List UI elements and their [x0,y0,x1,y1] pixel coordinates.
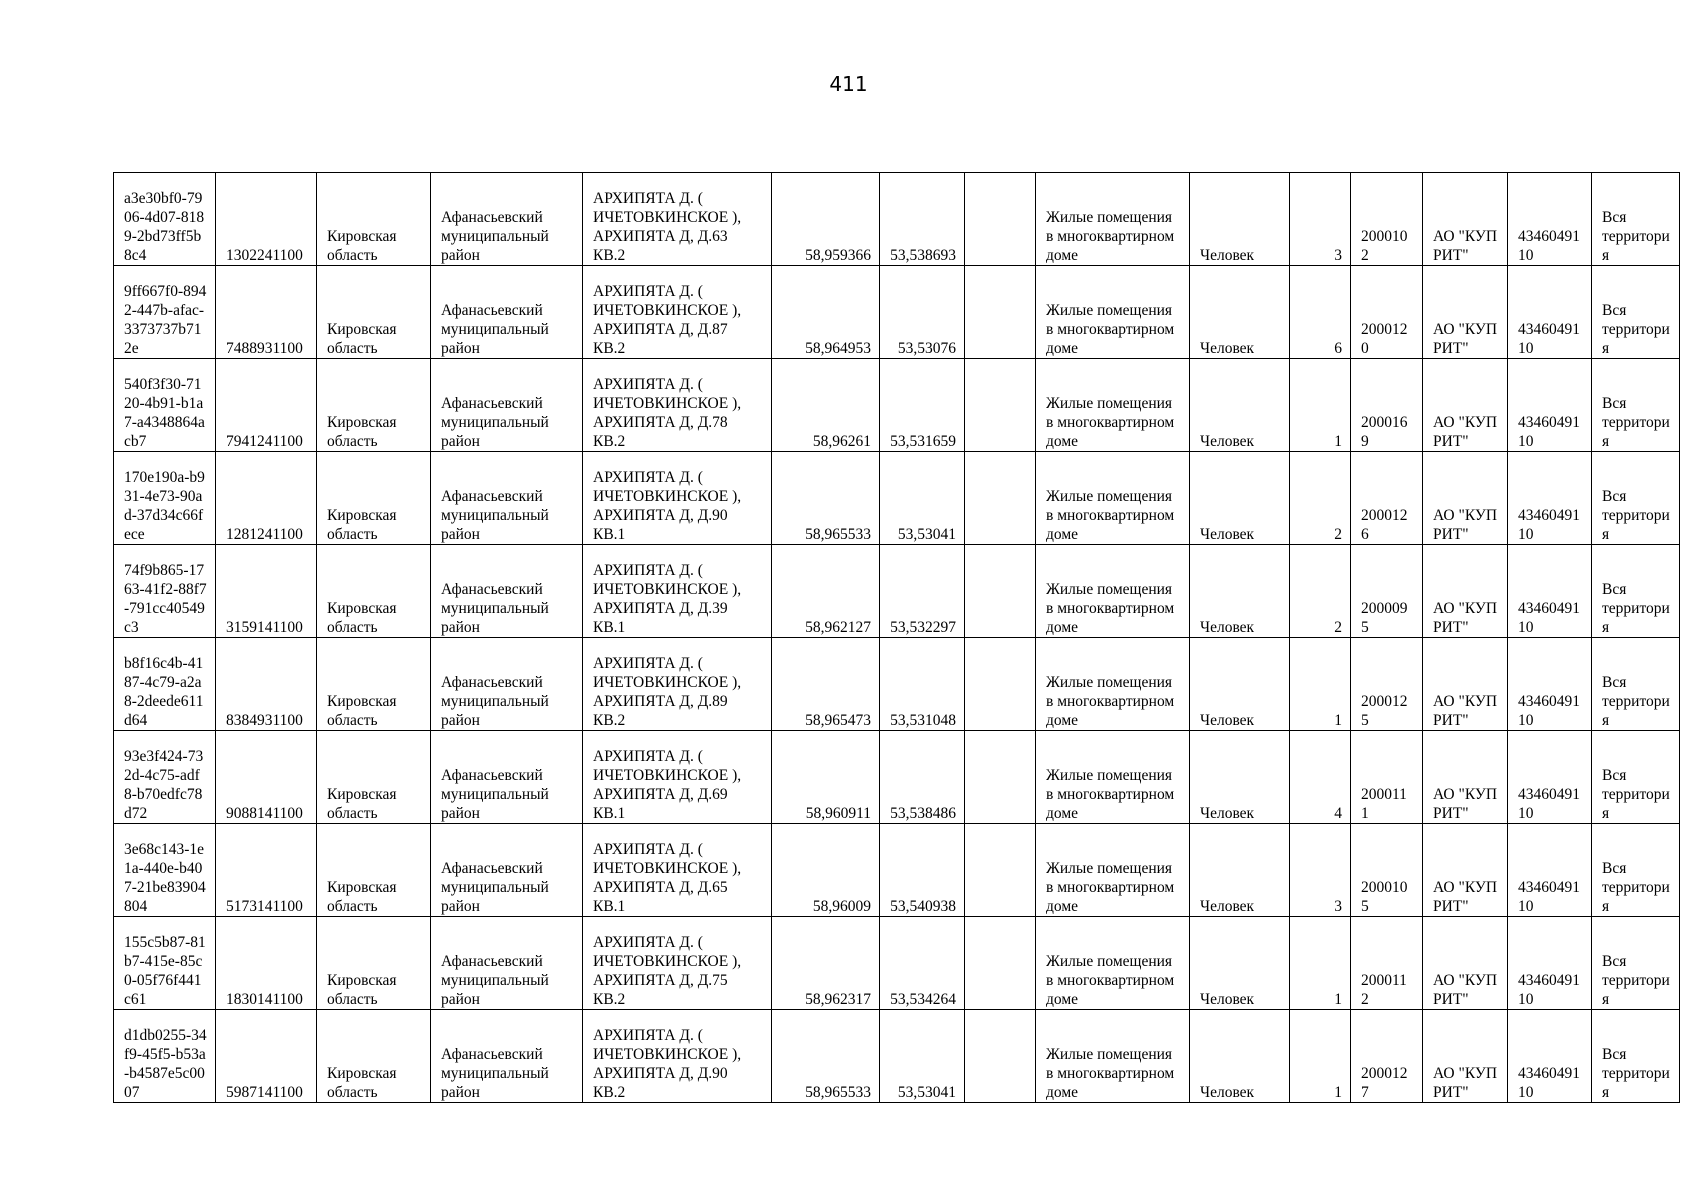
cell-inn: 4346049110 [1508,1010,1592,1103]
cell-organization: АО "КУПРИТ" [1423,545,1508,638]
cell-region: Кировская область [317,824,431,917]
cell-region: Кировская область [317,545,431,638]
cell-empty [965,359,1036,452]
cell-scope: Вся территория [1592,545,1680,638]
cell-premises-type: Жилые помещения в многоквартирном доме [1036,638,1190,731]
cell-district: Афанасьевский муниципальный район [431,359,583,452]
cell-empty [965,731,1036,824]
cell-organization: АО "КУПРИТ" [1423,917,1508,1010]
cell-id: 3e68c143-1e1a-440e-b407-21be83904804 [114,824,216,917]
cell-longitude: 53,538486 [880,731,965,824]
cell-scope: Вся территория [1592,266,1680,359]
cell-longitude: 53,53041 [880,452,965,545]
cell-count: 1 [1290,1010,1351,1103]
cell-region: Кировская область [317,1010,431,1103]
cell-count: 4 [1290,731,1351,824]
cell-premises-type: Жилые помещения в многоквартирном доме [1036,731,1190,824]
cell-region: Кировская область [317,173,431,266]
cell-premises-type: Жилые помещения в многоквартирном доме [1036,173,1190,266]
cell-organization: АО "КУПРИТ" [1423,731,1508,824]
cell-address: АРХИПЯТА Д. ( ИЧЕТОВКИНСКОЕ ), АРХИПЯТА Д, Д.39 КВ.1 [583,545,772,638]
cell-longitude: 53,540938 [880,824,965,917]
cell-latitude: 58,959366 [772,173,880,266]
cell-longitude: 53,534264 [880,917,965,1010]
cell-unit: Человек [1190,266,1290,359]
cell-longitude: 53,532297 [880,545,965,638]
cell-latitude: 58,965533 [772,1010,880,1103]
cell-count: 1 [1290,917,1351,1010]
cell-scope: Вся территория [1592,638,1680,731]
cell-scope: Вся территория [1592,359,1680,452]
cell-longitude: 53,53041 [880,1010,965,1103]
cell-unit: Человек [1190,917,1290,1010]
table-row [114,359,1680,452]
cell-unit: Человек [1190,731,1290,824]
cell-district: Афанасьевский муниципальный район [431,824,583,917]
cell-inn: 4346049110 [1508,266,1592,359]
cell-premises-type: Жилые помещения в многоквартирном доме [1036,1010,1190,1103]
cell-reference: 2000125 [1351,638,1423,731]
cell-address: АРХИПЯТА Д. ( ИЧЕТОВКИНСКОЕ ), АРХИПЯТА Д, Д.63 КВ.2 [583,173,772,266]
cell-scope: Вся территория [1592,452,1680,545]
cell-code: 1302241100 [216,173,317,266]
cell-address: АРХИПЯТА Д. ( ИЧЕТОВКИНСКОЕ ), АРХИПЯТА Д, Д.69 КВ.1 [583,731,772,824]
cell-latitude: 58,965533 [772,452,880,545]
table-row [114,1010,1680,1103]
cell-unit: Человек [1190,452,1290,545]
cell-latitude: 58,962127 [772,545,880,638]
cell-district: Афанасьевский муниципальный район [431,638,583,731]
cell-inn: 4346049110 [1508,731,1592,824]
cell-scope: Вся территория [1592,731,1680,824]
page-number: 411 [829,72,868,96]
registry-table [113,172,1680,1103]
cell-premises-type: Жилые помещения в многоквартирном доме [1036,266,1190,359]
cell-count: 1 [1290,638,1351,731]
cell-inn: 4346049110 [1508,359,1592,452]
cell-address: АРХИПЯТА Д. ( ИЧЕТОВКИНСКОЕ ), АРХИПЯТА Д, Д.90 КВ.2 [583,1010,772,1103]
cell-reference: 2000126 [1351,452,1423,545]
cell-district: Афанасьевский муниципальный район [431,173,583,266]
cell-premises-type: Жилые помещения в многоквартирном доме [1036,452,1190,545]
cell-unit: Человек [1190,173,1290,266]
cell-region: Кировская область [317,359,431,452]
table-row [114,173,1680,266]
cell-count: 1 [1290,359,1351,452]
cell-reference: 2000169 [1351,359,1423,452]
cell-longitude: 53,538693 [880,173,965,266]
cell-scope: Вся территория [1592,917,1680,1010]
cell-premises-type: Жилые помещения в многоквартирном доме [1036,545,1190,638]
cell-id: 155c5b87-81b7-415e-85c0-05f76f441c61 [114,917,216,1010]
cell-address: АРХИПЯТА Д. ( ИЧЕТОВКИНСКОЕ ), АРХИПЯТА Д, Д.65 КВ.1 [583,824,772,917]
cell-empty [965,545,1036,638]
cell-region: Кировская область [317,731,431,824]
cell-organization: АО "КУПРИТ" [1423,824,1508,917]
cell-latitude: 58,964953 [772,266,880,359]
cell-scope: Вся территория [1592,173,1680,266]
cell-code: 7941241100 [216,359,317,452]
cell-unit: Человек [1190,359,1290,452]
cell-longitude: 53,531048 [880,638,965,731]
cell-id: 93e3f424-732d-4c75-adf8-b70edfc78d72 [114,731,216,824]
cell-organization: АО "КУПРИТ" [1423,359,1508,452]
table-row [114,731,1680,824]
cell-region: Кировская область [317,266,431,359]
cell-organization: АО "КУПРИТ" [1423,638,1508,731]
cell-id: d1db0255-34f9-45f5-b53a-b4587e5c0007 [114,1010,216,1103]
table-row [114,545,1680,638]
cell-longitude: 53,531659 [880,359,965,452]
cell-id: 9ff667f0-8942-447b-afac-3373737b712e [114,266,216,359]
cell-latitude: 58,96009 [772,824,880,917]
cell-reference: 2000112 [1351,917,1423,1010]
cell-empty [965,917,1036,1010]
cell-district: Афанасьевский муниципальный район [431,266,583,359]
cell-code: 8384931100 [216,638,317,731]
cell-unit: Человек [1190,824,1290,917]
cell-count: 3 [1290,173,1351,266]
cell-latitude: 58,965473 [772,638,880,731]
cell-organization: АО "КУПРИТ" [1423,1010,1508,1103]
cell-empty [965,1010,1036,1103]
cell-unit: Человек [1190,1010,1290,1103]
cell-empty [965,266,1036,359]
cell-inn: 4346049110 [1508,452,1592,545]
cell-code: 5173141100 [216,824,317,917]
cell-scope: Вся территория [1592,1010,1680,1103]
cell-longitude: 53,53076 [880,266,965,359]
cell-id: a3e30bf0-7906-4d07-8189-2bd73ff5b8c4 [114,173,216,266]
cell-organization: АО "КУПРИТ" [1423,266,1508,359]
cell-unit: Человек [1190,545,1290,638]
cell-count: 2 [1290,545,1351,638]
cell-code: 1281241100 [216,452,317,545]
cell-address: АРХИПЯТА Д. ( ИЧЕТОВКИНСКОЕ ), АРХИПЯТА Д, Д.78 КВ.2 [583,359,772,452]
cell-district: Афанасьевский муниципальный район [431,452,583,545]
cell-id: 540f3f30-7120-4b91-b1a7-a4348864acb7 [114,359,216,452]
cell-address: АРХИПЯТА Д. ( ИЧЕТОВКИНСКОЕ ), АРХИПЯТА Д, Д.90 КВ.1 [583,452,772,545]
cell-inn: 4346049110 [1508,638,1592,731]
cell-reference: 2000095 [1351,545,1423,638]
table-row [114,266,1680,359]
cell-reference: 2000102 [1351,173,1423,266]
cell-inn: 4346049110 [1508,824,1592,917]
cell-district: Афанасьевский муниципальный район [431,731,583,824]
table-row [114,824,1680,917]
cell-inn: 4346049110 [1508,173,1592,266]
cell-address: АРХИПЯТА Д. ( ИЧЕТОВКИНСКОЕ ), АРХИПЯТА Д, Д.75 КВ.2 [583,917,772,1010]
cell-region: Кировская область [317,638,431,731]
cell-reference: 2000127 [1351,1010,1423,1103]
cell-code: 7488931100 [216,266,317,359]
cell-inn: 4346049110 [1508,545,1592,638]
cell-address: АРХИПЯТА Д. ( ИЧЕТОВКИНСКОЕ ), АРХИПЯТА Д, Д.89 КВ.2 [583,638,772,731]
cell-id: b8f16c4b-4187-4c79-a2a8-2deede611d64 [114,638,216,731]
table-row [114,917,1680,1010]
cell-organization: АО "КУПРИТ" [1423,452,1508,545]
cell-empty [965,638,1036,731]
cell-reference: 2000111 [1351,731,1423,824]
cell-count: 2 [1290,452,1351,545]
cell-unit: Человек [1190,638,1290,731]
cell-empty [965,173,1036,266]
table-row [114,638,1680,731]
cell-region: Кировская область [317,917,431,1010]
cell-latitude: 58,960911 [772,731,880,824]
cell-scope: Вся территория [1592,824,1680,917]
cell-code: 1830141100 [216,917,317,1010]
cell-reference: 2000105 [1351,824,1423,917]
cell-count: 6 [1290,266,1351,359]
cell-region: Кировская область [317,452,431,545]
cell-code: 5987141100 [216,1010,317,1103]
cell-address: АРХИПЯТА Д. ( ИЧЕТОВКИНСКОЕ ), АРХИПЯТА Д, Д.87 КВ.2 [583,266,772,359]
cell-code: 3159141100 [216,545,317,638]
cell-district: Афанасьевский муниципальный район [431,1010,583,1103]
cell-premises-type: Жилые помещения в многоквартирном доме [1036,824,1190,917]
cell-premises-type: Жилые помещения в многоквартирном доме [1036,359,1190,452]
cell-latitude: 58,96261 [772,359,880,452]
cell-organization: АО "КУПРИТ" [1423,173,1508,266]
cell-id: 170e190a-b931-4e73-90ad-37d34c66fece [114,452,216,545]
cell-id: 74f9b865-1763-41f2-88f7-791cc40549c3 [114,545,216,638]
cell-latitude: 58,962317 [772,917,880,1010]
table-row [114,452,1680,545]
cell-premises-type: Жилые помещения в многоквартирном доме [1036,917,1190,1010]
cell-empty [965,824,1036,917]
cell-inn: 4346049110 [1508,917,1592,1010]
cell-count: 3 [1290,824,1351,917]
cell-empty [965,452,1036,545]
cell-district: Афанасьевский муниципальный район [431,917,583,1010]
cell-reference: 2000120 [1351,266,1423,359]
cell-code: 9088141100 [216,731,317,824]
cell-district: Афанасьевский муниципальный район [431,545,583,638]
